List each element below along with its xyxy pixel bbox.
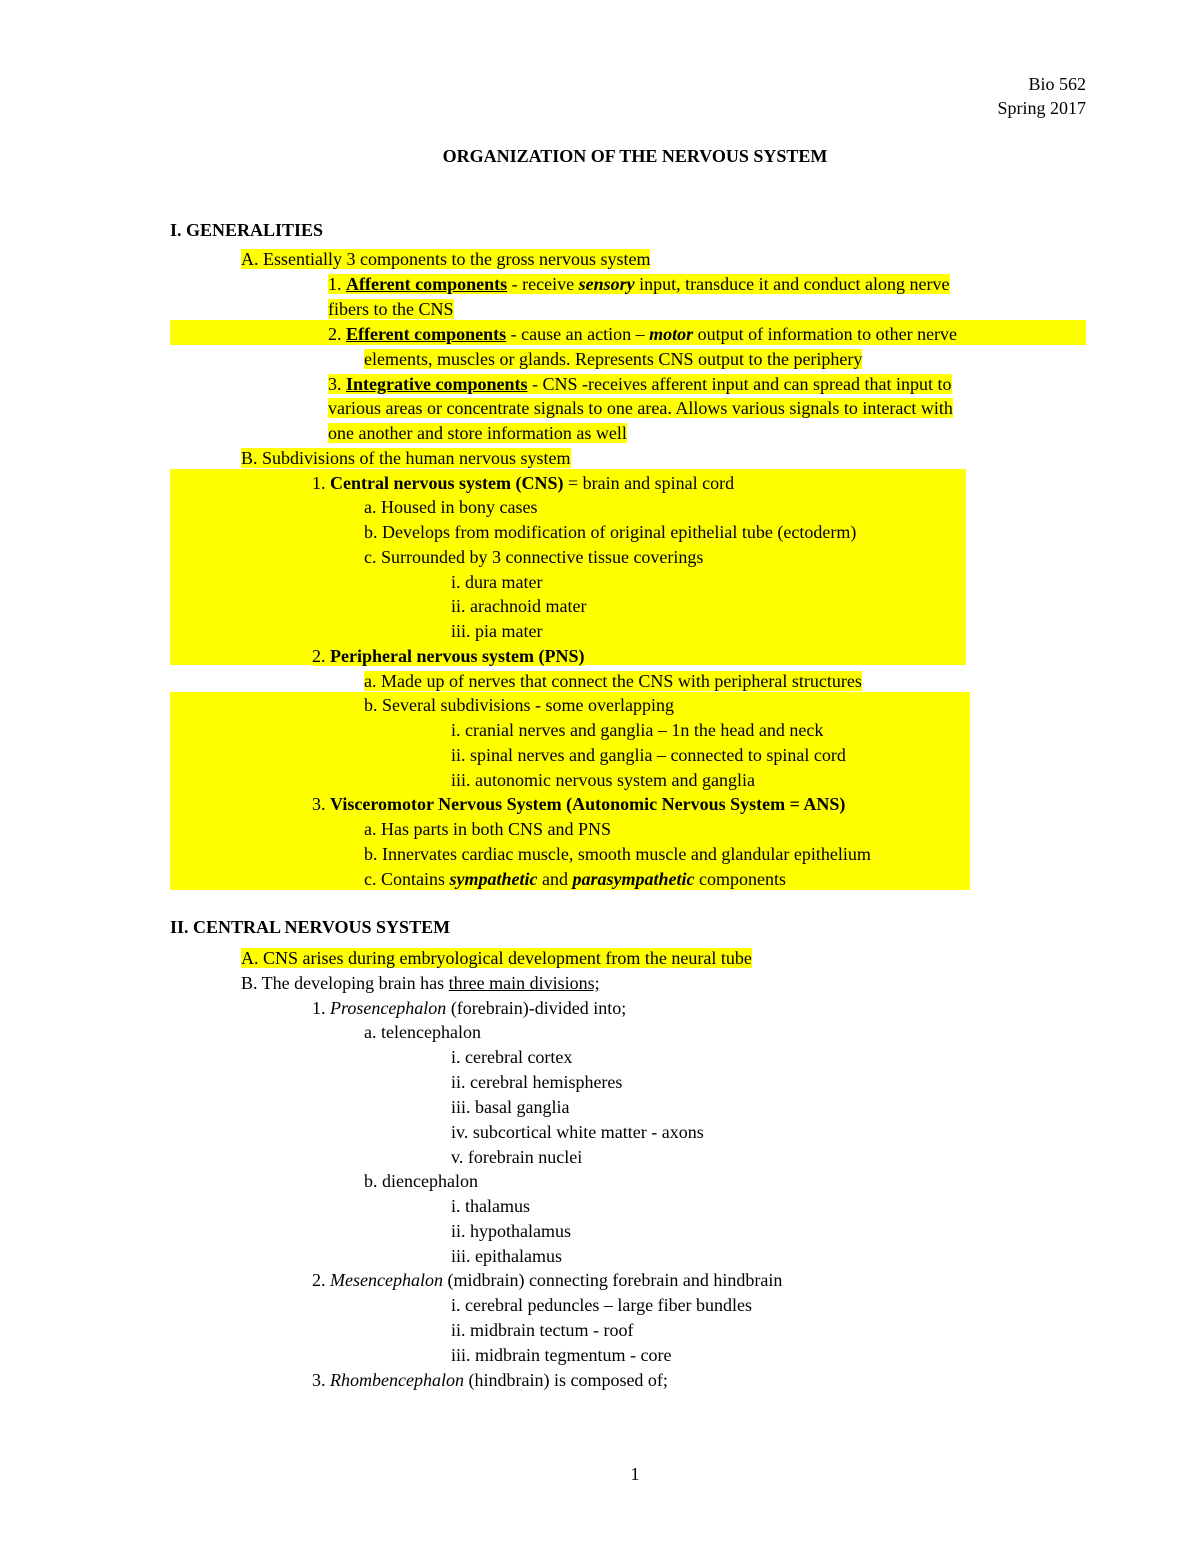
outline-item-2B2-ii: ii. midbrain tectum - roof xyxy=(451,1320,634,1340)
outline-item-2B2-i: i. cerebral peduncles – large fiber bundles xyxy=(451,1295,753,1315)
course-header xyxy=(997,72,1086,120)
outline-item-1A3-cont: one another and store information as well xyxy=(328,423,627,443)
document-title: ORGANIZATION OF THE NERVOUS SYSTEM xyxy=(442,146,828,166)
outline-item-1B1c: c. Surrounded by 3 connective tissue coverings xyxy=(364,547,704,567)
outline-item-1B3c: c. Contains sympathetic and parasympathetic components xyxy=(364,869,786,889)
outline-item-1B1c-iii: iii. pia mater xyxy=(451,621,543,641)
outline-item-1B2b-i: i. cranial nerves and ganglia – 1n the head and neck xyxy=(451,720,824,740)
outline-item-1A1: 1. Afferent components - receive sensory input, transduce it and conduct along nerve xyxy=(328,274,950,294)
outline-item-2B3: 3. Rhombencephalon (hindbrain) is composed of; xyxy=(312,1370,668,1390)
outline-item-1B3: 3. Visceromotor Nervous System (Autonomic Nervous System = ANS) xyxy=(312,794,846,814)
outline-item-2B1a-v: v. forebrain nuclei xyxy=(451,1147,583,1167)
outline-item-1B: B. Subdivisions of the human nervous system xyxy=(241,448,571,468)
outline-item-2B2-iii: iii. midbrain tegmentum - core xyxy=(451,1345,672,1365)
course-term: Spring 2017 xyxy=(997,98,1086,118)
outline-item-1A3: 3. Integrative components - CNS -receives afferent input and can spread that input to xyxy=(328,374,952,394)
outline-item-1A1-cont: fibers to the CNS xyxy=(328,299,454,319)
outline-item-1B1: 1. Central nervous system (CNS) = brain and spinal cord xyxy=(312,473,735,493)
outline-item-1B2b-iii: iii. autonomic nervous system and ganglia xyxy=(451,770,755,790)
outline-item-2B: B. The developing brain has three main divisions; xyxy=(241,973,600,993)
outline-item-1B2a: a. Made up of nerves that connect the CNS with peripheral structures xyxy=(364,671,862,691)
outline-item-2B1a-ii: ii. cerebral hemispheres xyxy=(451,1072,623,1092)
outline-item-2B2: 2. Mesencephalon (midbrain) connecting forebrain and hindbrain xyxy=(312,1270,783,1290)
section-1-heading: I. GENERALITIES xyxy=(170,220,324,240)
outline-item-2B1a-i: i. cerebral cortex xyxy=(451,1047,573,1067)
section-2-heading: II. CENTRAL NERVOUS SYSTEM xyxy=(170,917,451,937)
outline-item-2B1a-iii: iii. basal ganglia xyxy=(451,1097,570,1117)
outline-item-2A: A. CNS arises during embryological development from the neural tube xyxy=(241,948,752,968)
outline-item-2B1b-ii: ii. hypothalamus xyxy=(451,1221,571,1241)
outline-item-1A2-cont: elements, muscles or glands. Represents CNS output to the periphery xyxy=(364,349,863,369)
page-number: 1 xyxy=(630,1464,640,1484)
outline-item-2B1a: a. telencephalon xyxy=(364,1022,481,1042)
outline-item-1A2: 2. Efferent components - cause an action – motor output of information to other nerve xyxy=(328,324,958,344)
course-code: Bio 562 xyxy=(1028,74,1086,94)
outline-item-2B1b: b. diencephalon xyxy=(364,1171,478,1191)
outline-item-2B1b-iii: iii. epithalamus xyxy=(451,1246,562,1266)
outline-item-1B2: 2. Peripheral nervous system (PNS) xyxy=(312,646,585,666)
outline-item-1A3-cont: various areas or concentrate signals to one area. Allows various signals to interact with xyxy=(328,398,953,418)
outline-item-2B1: 1. Prosencephalon (forebrain)-divided into; xyxy=(312,998,627,1018)
outline-item-2B1a-iv: iv. subcortical white matter - axons xyxy=(451,1122,704,1142)
outline-item-1B3b: b. Innervates cardiac muscle, smooth muscle and glandular epithelium xyxy=(364,844,871,864)
outline-item-2B1b-i: i. thalamus xyxy=(451,1196,530,1216)
outline-item-1A: A. Essentially 3 components to the gross nervous system xyxy=(241,249,651,269)
outline-item-1B1c-ii: ii. arachnoid mater xyxy=(451,596,587,616)
outline-item-1B3a: a. Has parts in both CNS and PNS xyxy=(364,819,611,839)
outline-item-1B1b: b. Develops from modification of original epithelial tube (ectoderm) xyxy=(364,522,857,542)
outline-item-1B2b: b. Several subdivisions - some overlapping xyxy=(364,695,674,715)
outline-item-1B1c-i: i. dura mater xyxy=(451,572,543,592)
outline-item-1B1a: a. Housed in bony cases xyxy=(364,497,538,517)
outline-item-1B2b-ii: ii. spinal nerves and ganglia – connected to spinal cord xyxy=(451,745,846,765)
